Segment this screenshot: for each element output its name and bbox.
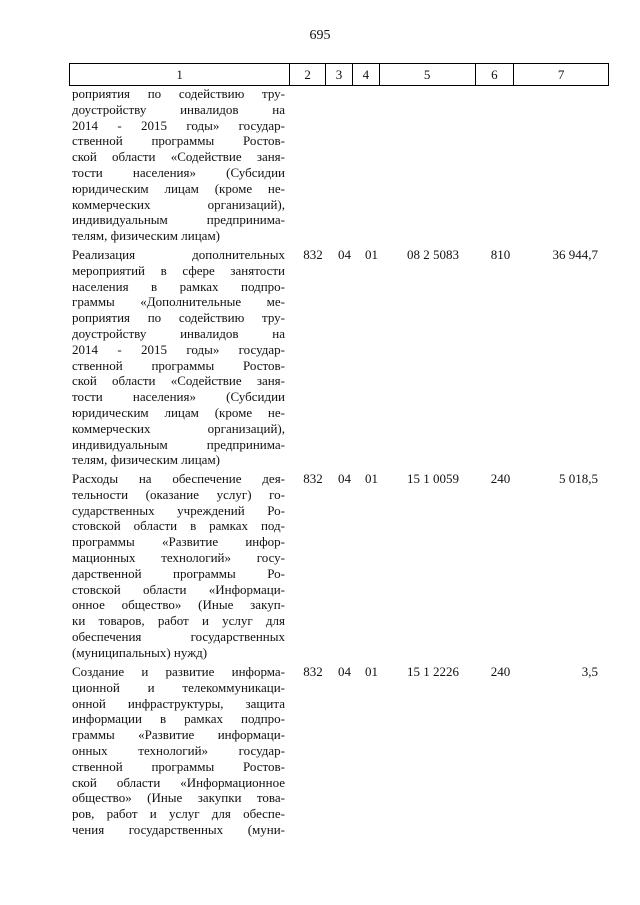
cell-expense-type: 240 [490, 471, 511, 486]
description-line: дарственной программы Ро- [72, 565, 285, 581]
description-line: юридическим лицам (кроме не- [72, 180, 285, 196]
description-line: ской области «Содействие заня- [72, 373, 285, 389]
description-line: информации в рамках подпро- [72, 711, 285, 727]
description-line: телям, физическим лицам) [72, 452, 220, 468]
description-line: граммы «Развитие информаци- [72, 727, 285, 743]
description-line: коммерческих организаций), [72, 420, 285, 436]
cell-expense-type: 240 [490, 664, 511, 679]
description-line: обеспечения государственных [72, 628, 285, 644]
description-line: роприятия по содействию тру- [72, 86, 285, 101]
cell-amount: 5 018,5 [559, 471, 598, 486]
description-line: населения в рамках подпро- [72, 278, 285, 294]
description-line: онных технологий» государ- [72, 742, 285, 758]
description-line: чения государственных (муни- [72, 821, 285, 837]
description-line: ской области «Информационное [72, 774, 285, 790]
header-col-4: 4 [353, 64, 380, 85]
description-line: ки товаров, работ и услуг для [72, 613, 285, 629]
cell-target-article: 15 1 0059 [407, 471, 459, 486]
cell-subsection: 01 [365, 471, 378, 486]
description-line: ционной и телекоммуникаци- [72, 679, 285, 695]
header-col-7: 7 [557, 67, 565, 82]
description-line: (муниципальных) нужд) [72, 644, 208, 660]
cell-ved: 832 [303, 247, 323, 262]
description-line: общество» (Иные закупки това- [72, 790, 285, 806]
description-line: тости населения» (Субсидии [72, 164, 285, 180]
description-line: ров, работ и услуг для обеспе- [72, 806, 285, 822]
header-col-6: 6 [476, 64, 515, 85]
description-line: ственной программы Ростов- [72, 133, 285, 149]
description-line: коммерческих организаций), [72, 196, 285, 212]
description-line: стовской области в рамках под- [72, 518, 285, 534]
description-line: ственной программы Ростов- [72, 357, 285, 373]
description-line: Создание и развитие информа- [72, 664, 285, 679]
header-col-2: 2 [290, 64, 326, 85]
description-line: 2014 - 2015 годы» государ- [72, 341, 285, 357]
description-line: телям, физическим лицам) [72, 228, 220, 244]
description-line: мероприятий в сфере занятости [72, 262, 285, 278]
description-line: сударственных учреждений Ро- [72, 502, 285, 518]
description-line: индивидуальным предпринима- [72, 212, 285, 228]
row-description [72, 86, 285, 244]
description-line: мационных технологий» госу- [72, 549, 285, 565]
header-col-3: 3 [326, 64, 353, 85]
cell-subsection: 01 [365, 664, 378, 679]
description-line: программы «Развитие инфор- [72, 534, 285, 550]
description-line: Реализация дополнительных [72, 247, 285, 262]
table-header [69, 63, 609, 86]
description-line: тости населения» (Субсидии [72, 389, 285, 405]
cell-section: 04 [338, 471, 351, 486]
cell-ved: 832 [303, 664, 323, 679]
description-line: тельности (оказание услуг) го- [72, 486, 285, 502]
cell-amount: 3,5 [581, 664, 598, 679]
description-line: доустройству инвалидов на [72, 325, 285, 341]
description-line: ственной программы Ростов- [72, 758, 285, 774]
description-line: роприятия по содействию тру- [72, 310, 285, 326]
description-line: стовской области «Информаци- [72, 581, 285, 597]
header-col-1: 1 [70, 64, 290, 85]
cell-section: 04 [338, 247, 351, 262]
row-description [72, 247, 285, 468]
description-line: онной инфраструктуры, защита [72, 695, 285, 711]
description-line: юридическим лицам (кроме не- [72, 404, 285, 420]
cell-amount: 36 944,7 [552, 247, 598, 262]
cell-ved: 832 [303, 471, 323, 486]
row-description [72, 471, 285, 661]
description-line: граммы «Дополнительные ме- [72, 294, 285, 310]
cell-subsection: 01 [365, 247, 378, 262]
cell-target-article: 08 2 5083 [407, 247, 459, 262]
description-line: онное общество» (Иные закуп- [72, 597, 285, 613]
header-col-5: 5 [380, 64, 476, 85]
row-description [72, 664, 285, 838]
description-line: 2014 - 2015 годы» государ- [72, 117, 285, 133]
page-number: 695 [309, 28, 331, 43]
description-line: Расходы на обеспечение дея- [72, 471, 285, 486]
cell-expense-type: 810 [490, 247, 511, 262]
description-line: доустройству инвалидов на [72, 101, 285, 117]
cell-target-article: 15 1 2226 [407, 664, 459, 679]
description-line: ской области «Содействие заня- [72, 149, 285, 165]
description-line: индивидуальным предпринима- [72, 436, 285, 452]
cell-section: 04 [338, 664, 351, 679]
